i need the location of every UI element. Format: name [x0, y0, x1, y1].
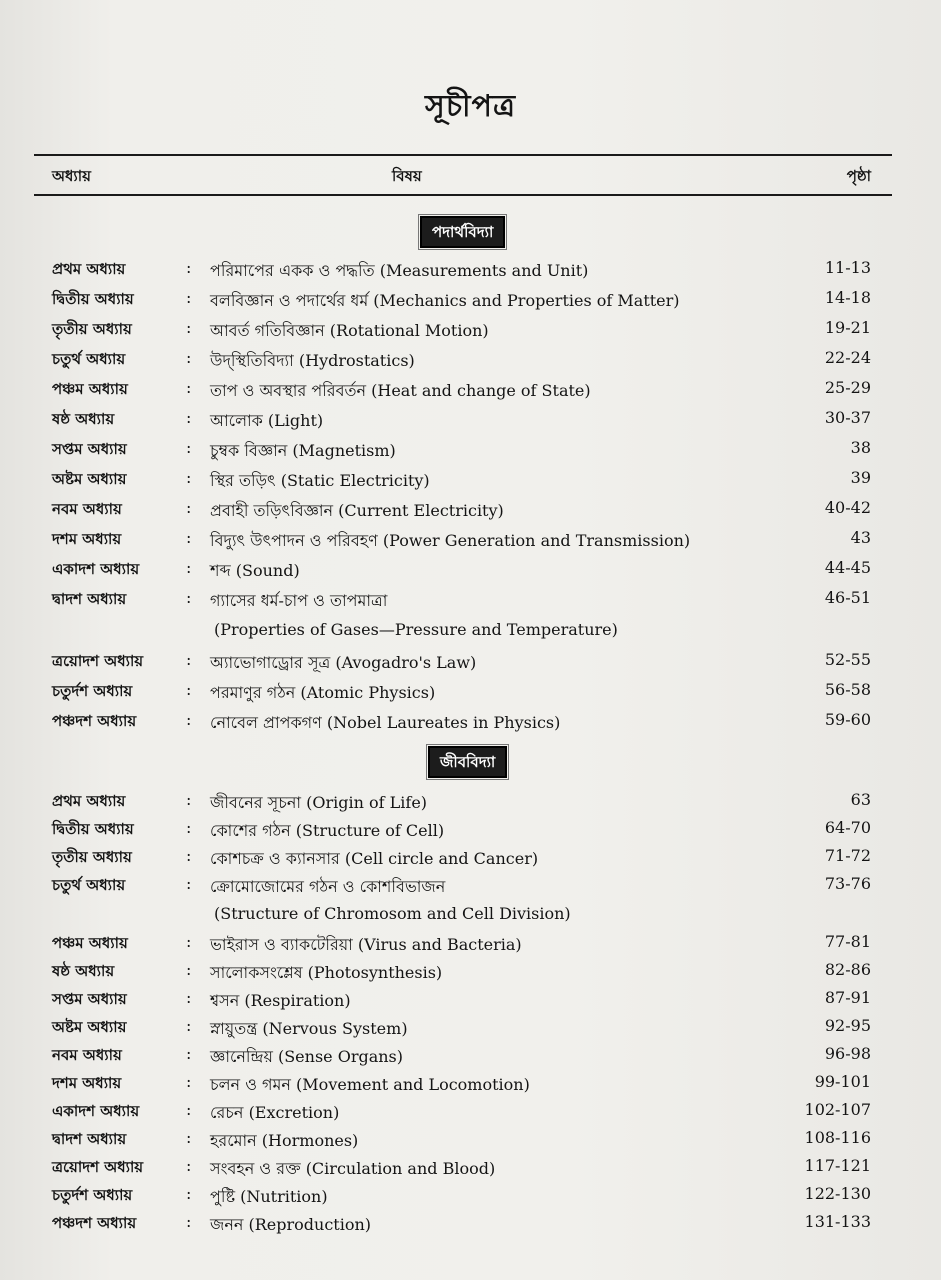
topic-label: কোশের গঠন (Structure of Cell) — [210, 821, 445, 840]
toc-row — [0, 378, 941, 406]
page-range: 77-81 — [824, 932, 871, 951]
page-range: 71-72 — [824, 846, 871, 865]
topic-continuation: (Structure of Chromosom and Cell Division) — [214, 904, 571, 923]
toc-row — [0, 288, 941, 316]
chapter-label: সপ্তম অধ্যায় — [52, 990, 127, 1008]
header-subject: বিষয় — [392, 167, 422, 185]
topic-label: স্নায়ুতন্ত্র (Nervous System) — [210, 1019, 408, 1038]
toc-row — [0, 960, 941, 988]
chapter-label: তৃতীয় অধ্যায় — [52, 320, 132, 338]
page-range: 40-42 — [824, 498, 871, 517]
separator-colon: : — [186, 818, 192, 837]
separator-colon: : — [186, 1016, 192, 1035]
header-chapter: অধ্যায় — [52, 167, 91, 185]
topic-label: বলবিজ্ঞান ও পদার্থের ধর্ম (Mechanics and Properties of Matter) — [210, 291, 680, 310]
chapter-label: সপ্তম অধ্যায় — [52, 440, 127, 458]
page-range: 117-121 — [804, 1156, 871, 1175]
toc-row — [0, 988, 941, 1016]
chapter-label: চতুর্দশ অধ্যায় — [52, 1186, 133, 1204]
separator-colon: : — [186, 650, 192, 669]
topic-label: গ্যাসের ধর্ম-চাপ ও তাপমাত্রা — [210, 591, 388, 610]
page-range: 11-13 — [824, 258, 871, 277]
separator-colon: : — [186, 1072, 192, 1091]
separator-colon: : — [186, 846, 192, 865]
page-range: 73-76 — [824, 874, 871, 893]
toc-row — [0, 1212, 941, 1240]
chapter-label: ত্রয়োদশ অধ্যায় — [52, 1158, 144, 1176]
toc-row — [0, 1156, 941, 1184]
chapter-label: নবম অধ্যায় — [52, 500, 122, 518]
page-range: 25-29 — [824, 378, 871, 397]
topic-label: স্থির তড়িৎ (Static Electricity) — [210, 471, 430, 490]
toc-row — [0, 318, 941, 346]
chapter-label: নবম অধ্যায় — [52, 1046, 122, 1064]
toc-row — [0, 818, 941, 846]
topic-label: প্রবাহী তড়িৎবিজ্ঞান (Current Electricity) — [210, 501, 504, 520]
toc-row — [0, 528, 941, 556]
page-range: 99-101 — [814, 1072, 871, 1091]
separator-colon: : — [186, 1184, 192, 1203]
separator-colon: : — [186, 1212, 192, 1231]
separator-colon: : — [186, 680, 192, 699]
separator-colon: : — [186, 258, 192, 277]
topic-label: আলোক (Light) — [210, 411, 324, 430]
page-range: 92-95 — [824, 1016, 871, 1035]
topic-label: চলন ও গমন (Movement and Locomotion) — [210, 1075, 530, 1094]
topic-label: সংবহন ও রক্ত (Circulation and Blood) — [210, 1159, 496, 1178]
topic-label: পরিমাপের একক ও পদ্ধতি (Measurements and Unit) — [210, 261, 589, 280]
page-range: 122-130 — [804, 1184, 871, 1203]
topic-label: পরমাণুর গঠন (Atomic Physics) — [210, 683, 436, 702]
topic-label: উদ্‌স্থিতিবিদ্যা (Hydrostatics) — [210, 351, 415, 370]
page-range: 64-70 — [824, 818, 871, 837]
separator-colon: : — [186, 1128, 192, 1147]
topic-label: শ্বসন (Respiration) — [210, 991, 351, 1010]
toc-row — [0, 258, 941, 286]
page-range: 38 — [850, 438, 871, 457]
separator-colon: : — [186, 408, 192, 427]
chapter-label: একাদশ অধ্যায় — [52, 560, 140, 578]
separator-colon: : — [186, 874, 192, 893]
separator-colon: : — [186, 1100, 192, 1119]
page-range: 63 — [850, 790, 871, 809]
section-heading: জীববিদ্যা — [428, 746, 507, 778]
chapter-label: প্রথম অধ্যায় — [52, 260, 126, 278]
chapter-label: প্রথম অধ্যায় — [52, 792, 126, 810]
page-range: 102-107 — [804, 1100, 871, 1119]
separator-colon: : — [186, 468, 192, 487]
topic-label: তাপ ও অবস্থার পরিবর্তন (Heat and change of State) — [210, 381, 591, 400]
topic-label: অ্যাভোগাড্রোর সূত্র (Avogadro's Law) — [210, 653, 477, 672]
topic-label: জ্ঞানেন্দ্রিয় (Sense Organs) — [210, 1047, 404, 1066]
separator-colon: : — [186, 528, 192, 547]
toc-row — [0, 498, 941, 526]
chapter-label: ষষ্ঠ অধ্যায় — [52, 962, 115, 980]
toc-row — [0, 438, 941, 466]
topic-label: সালোকসংশ্লেষ (Photosynthesis) — [210, 963, 443, 982]
toc-row — [0, 932, 941, 960]
page-range: 52-55 — [824, 650, 871, 669]
page-range: 46-51 — [824, 588, 871, 607]
chapter-label: পঞ্চদশ অধ্যায় — [52, 1214, 137, 1232]
chapter-label: চতুর্দশ অধ্যায় — [52, 682, 133, 700]
toc-row — [0, 790, 941, 818]
topic-label: কোশচক্র ও ক্যানসার (Cell circle and Cancer) — [210, 849, 539, 868]
section-heading: পদার্থবিদ্যা — [420, 216, 505, 248]
toc-row — [0, 1100, 941, 1128]
topic-label: ক্রোমোজোমের গঠন ও কোশবিভাজন — [210, 877, 446, 896]
page-range: 39 — [850, 468, 871, 487]
separator-colon: : — [186, 558, 192, 577]
page-range: 44-45 — [824, 558, 871, 577]
topic-label: আবর্ত গতিবিজ্ঞান (Rotational Motion) — [210, 321, 489, 340]
chapter-label: পঞ্চম অধ্যায় — [52, 934, 128, 952]
page-range: 96-98 — [824, 1044, 871, 1063]
separator-colon: : — [186, 318, 192, 337]
topic-label: বিদ্যুৎ উৎপাদন ও পরিবহণ (Power Generation and Transmission) — [210, 531, 691, 550]
separator-colon: : — [186, 932, 192, 951]
separator-colon: : — [186, 790, 192, 809]
page-range: 59-60 — [824, 710, 871, 729]
toc-row — [0, 710, 941, 738]
topic-label: ভাইরাস ও ব্যাকটেরিয়া (Virus and Bacteria) — [210, 935, 522, 954]
toc-row — [0, 846, 941, 874]
toc-row — [0, 1128, 941, 1156]
toc-row — [0, 1184, 941, 1212]
topic-label: জনন (Reproduction) — [210, 1215, 372, 1234]
topic-label: পুষ্টি (Nutrition) — [210, 1187, 328, 1206]
separator-colon: : — [186, 1044, 192, 1063]
chapter-label: চতুর্থ অধ্যায় — [52, 350, 126, 368]
separator-colon: : — [186, 348, 192, 367]
chapter-label: দশম অধ্যায় — [52, 1074, 122, 1092]
chapter-label: চতুর্থ অধ্যায় — [52, 876, 126, 894]
chapter-label: দ্বাদশ অধ্যায় — [52, 590, 127, 608]
chapter-label: অষ্টম অধ্যায় — [52, 470, 127, 488]
toc-row — [0, 408, 941, 436]
toc-row — [0, 1016, 941, 1044]
toc-row — [0, 680, 941, 708]
page-range: 43 — [850, 528, 871, 547]
chapter-label: একাদশ অধ্যায় — [52, 1102, 140, 1120]
topic-label: শব্দ (Sound) — [210, 561, 300, 580]
toc-row — [0, 468, 941, 496]
toc-row — [0, 348, 941, 376]
chapter-label: দ্বিতীয় অধ্যায় — [52, 290, 134, 308]
page-range: 131-133 — [804, 1212, 871, 1231]
separator-colon: : — [186, 960, 192, 979]
separator-colon: : — [186, 438, 192, 457]
page-range: 108-116 — [804, 1128, 871, 1147]
toc-row — [0, 558, 941, 586]
separator-colon: : — [186, 288, 192, 307]
chapter-label: দ্বিতীয় অধ্যায় — [52, 820, 134, 838]
page-title: সূচীপত্র — [425, 89, 516, 124]
toc-row — [0, 1072, 941, 1100]
page-range: 14-18 — [824, 288, 871, 307]
header-bottom-rule — [34, 194, 892, 196]
chapter-label: দশম অধ্যায় — [52, 530, 122, 548]
topic-label: হরমোন (Hormones) — [210, 1131, 359, 1150]
separator-colon: : — [186, 710, 192, 729]
toc-row — [0, 650, 941, 678]
page-range: 56-58 — [824, 680, 871, 699]
topic-label: জীবনের সূচনা (Origin of Life) — [210, 793, 428, 812]
chapter-label: পঞ্চম অধ্যায় — [52, 380, 128, 398]
page-range: 30-37 — [824, 408, 871, 427]
topic-label: চুম্বক বিজ্ঞান (Magnetism) — [210, 441, 396, 460]
separator-colon: : — [186, 1156, 192, 1175]
toc-row — [0, 874, 941, 902]
chapter-label: পঞ্চদশ অধ্যায় — [52, 712, 137, 730]
chapter-label: অষ্টম অধ্যায় — [52, 1018, 127, 1036]
separator-colon: : — [186, 378, 192, 397]
separator-colon: : — [186, 988, 192, 1007]
separator-colon: : — [186, 498, 192, 517]
chapter-label: ত্রয়োদশ অধ্যায় — [52, 652, 144, 670]
header-top-rule — [34, 154, 892, 156]
chapter-label: দ্বাদশ অধ্যায় — [52, 1130, 127, 1148]
separator-colon: : — [186, 588, 192, 607]
header-page: পৃষ্ঠা — [846, 167, 871, 185]
page-range: 87-91 — [824, 988, 871, 1007]
toc-row — [0, 588, 941, 616]
topic-label: রেচন (Excretion) — [210, 1103, 340, 1122]
chapter-label: তৃতীয় অধ্যায় — [52, 848, 132, 866]
page-range: 82-86 — [824, 960, 871, 979]
page-range: 22-24 — [824, 348, 871, 367]
toc-row — [0, 1044, 941, 1072]
page-range: 19-21 — [824, 318, 871, 337]
chapter-label: ষষ্ঠ অধ্যায় — [52, 410, 115, 428]
topic-continuation: (Properties of Gases—Pressure and Temperature) — [214, 620, 618, 639]
topic-label: নোবেল প্রাপকগণ (Nobel Laureates in Physics) — [210, 713, 561, 732]
